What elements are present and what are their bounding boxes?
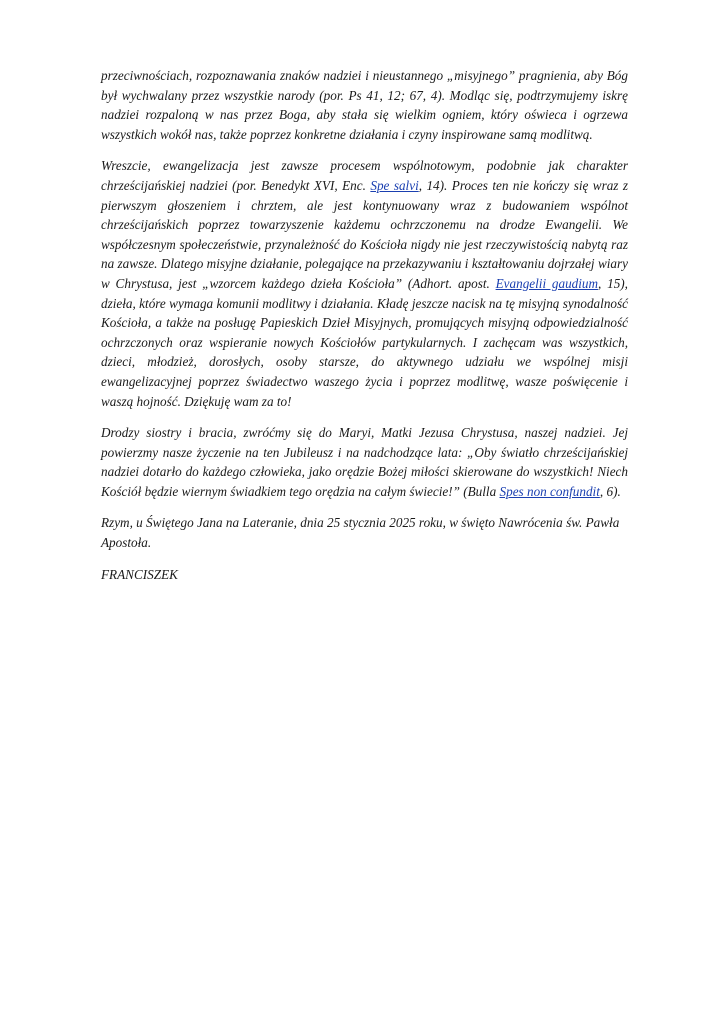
paragraph-evangelization — [101, 156, 628, 411]
paragraph-text: Drodzy siostry i bracia, zwróćmy się do Maryi, Matki Jezusa Chrystusa, naszej nadziei. Jej powierzmy nasze życzenie na ten Jubileusz i na nadchodzące lata: „Oby światło chrześcijańskiej nadziei dotarło do każdego człowieka, jako orędzie Bożej miłości skierowane do wszystkich! Niech Kościół będzie wiernym świadkiem tego orędzia na całym świecie!” (Bulla — [101, 425, 628, 499]
link-spes-non-confundit[interactable]: Spes non confundit — [499, 483, 600, 499]
paragraph-date-place: Rzym, u Świętego Jana na Lateranie, dnia 25 stycznia 2025 roku, w święto Nawrócenia św. Pawła Apostoła. — [101, 515, 620, 551]
link-spe-salvi[interactable]: Spe salvi — [370, 177, 419, 193]
paragraph-text: , 14). Proces ten nie kończy się wraz z pierwszym głoszeniem i chrztem, ale jest kontynuowany wraz z budowaniem wspólnot chrześcijańskich poprzez towarzyszenie każdemu ochrzczonemu na drodze Ewangelii. We współczesnym społeczeństwie, przynależność do Kościoła nigdy nie jest rzeczywistością nabytą raz na zawsze. Dlatego misyjne działanie, polegające na przekazywaniu i kształtowaniu dojrzałej wiary w Chrystusa, jest „wzorcem każdego dzieła Kościoła” (Adhort. apost. — [101, 177, 628, 291]
paragraph-text: Wreszcie, ewangelizacja jest zawsze procesem wspólnotowym, podobnie jak charakter chrześcijańskiej nadziei (por. Benedykt XVI, Enc. — [101, 158, 628, 193]
paragraph-text: , 6). — [599, 483, 621, 499]
document-page — [101, 66, 628, 596]
link-evangelii-gaudium[interactable]: Evangelii gaudium — [495, 275, 599, 291]
signature: FRANCISZEK — [101, 566, 178, 582]
paragraph-prayer: przeciwnościach, rozpoznawania znaków nadziei i nieustannego „misyjnego” pragnienia, aby Bóg był wychwalany przez wszystkie narody (por. Ps 41, 12; 67, 4). Modląc się, podtrzymujemy iskrę nadziei rozpaloną w nas przez Boga, aby stała się wielkim ogniem, który oświeca i ogrzewa wszystkich wokół nas, także poprzez konkretne działania i czyny inspirowane samą modlitwą. — [101, 68, 628, 142]
paragraph-mary — [101, 423, 628, 501]
paragraph-text: , 15), dzieła, które wymaga komunii modlitwy i działania. Kładę jeszcze nacisk na tę misyjną synodalność Kościoła, a także na posługę Papieskich Dzieł Misyjnych, promujących misyjną odpowiedzialność ochrzczonych oraz wspieranie nowych Kościołów partykularnych. I zachęcam was wszystkich, dzieci, młodzież, dorosłych, osoby starsze, do aktywnego udziału we wspólnej misji ewangelizacyjnej poprzez świadectwo waszego życia i poprzez modlitwę, wasze poświęcenie i waszą hojność. Dziękuję wam za to! — [101, 275, 628, 409]
